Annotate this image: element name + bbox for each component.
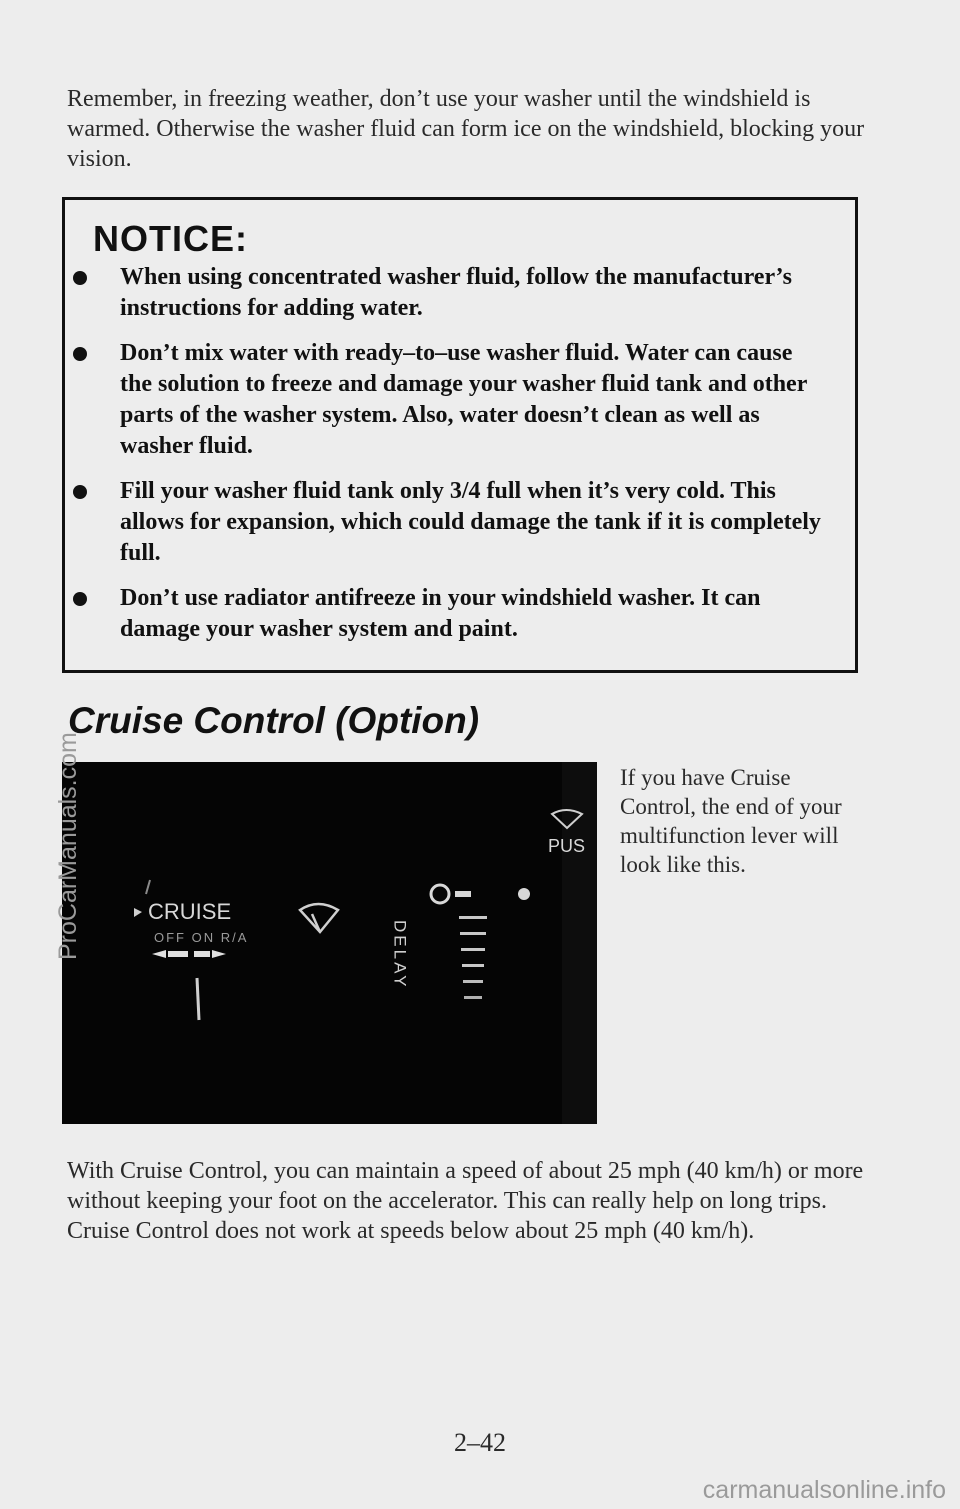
photo-caption: If you have Cruise Control, the end of your multifunction lever will look like this.	[620, 765, 842, 877]
notice-item	[65, 476, 825, 569]
notice-item-text: Don’t use radiator antifreeze in your windshield washer. It can damage your washer system and paint.	[120, 585, 761, 642]
notice-item-text: Don’t mix water with ready–to–use washer fluid. Water can cause the solution to freeze and damage your washer fluid tank and other parts of the washer system. Also, water doesn’t clean as well as washer fluid.	[120, 340, 807, 459]
multifunction-lever-photo	[62, 762, 597, 1124]
cruise-control-paragraph: With Cruise Control, you can maintain a speed of about 25 mph (40 km/h) or more without keeping your foot on the accelerator. This can really help on long trips. Cruise Control does not work at speeds below about 25 mph (40 km/h).	[67, 1158, 864, 1244]
pus-label: PUS	[548, 836, 586, 856]
notice-box	[62, 197, 858, 673]
lever-illustration	[62, 762, 597, 1124]
bullet-icon	[73, 592, 87, 606]
intro-paragraph: Remember, in freezing weather, don’t use your washer until the windshield is warmed. Otherwise the washer fluid can form ice on the windshield, blocking your vision.	[67, 86, 865, 172]
notice-item-text: Fill your washer fluid tank only 3/4 full when it’s very cold. This allows for expansion, which could damage the tank if it is completely full.	[120, 478, 821, 566]
switch-position-labels: OFF ON R/A	[154, 930, 249, 945]
cruise-label: CRUISE	[148, 899, 232, 924]
notice-item-text: When using concentrated washer fluid, follow the manufacturer’s instructions for adding water.	[120, 264, 792, 321]
bullet-icon	[73, 347, 87, 361]
page-number: 2–42	[454, 1428, 506, 1457]
side-watermark: ProCarManuals.com	[54, 732, 82, 960]
notice-title: NOTICE:	[93, 218, 248, 259]
notice-item	[65, 583, 825, 645]
bottom-watermark: carmanualsonline.info	[702, 1476, 946, 1504]
bullet-icon	[73, 271, 87, 285]
section-title: Cruise Control (Option)	[68, 700, 480, 741]
notice-item	[65, 338, 825, 462]
bullet-icon	[73, 485, 87, 499]
notice-list	[65, 262, 825, 659]
notice-item	[65, 262, 825, 324]
delay-label: DELAY	[390, 920, 410, 990]
